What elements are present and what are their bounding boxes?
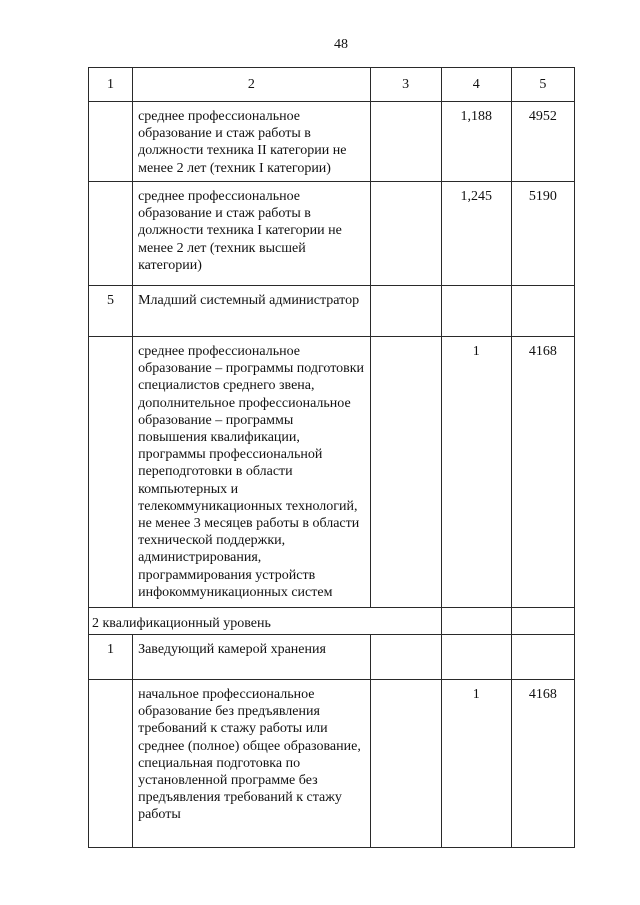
table-row bbox=[89, 635, 575, 680]
coefficient-cell bbox=[441, 608, 511, 635]
position-title-cell: Младший системный администратор bbox=[133, 286, 370, 337]
section-heading-row bbox=[89, 608, 575, 635]
column-header-4: 4 bbox=[441, 68, 511, 102]
row-number-cell: 5 bbox=[89, 286, 133, 337]
salary-cell bbox=[511, 608, 574, 635]
coefficient-cell bbox=[441, 635, 511, 680]
column-header-5: 5 bbox=[511, 68, 574, 102]
coefficient-cell bbox=[441, 286, 511, 337]
requirements-cell: среднее профессиональное образование и стаж работы в должности техника I категории не менее 2 лет (техник высшей категории) bbox=[133, 182, 370, 286]
requirements-cell: начальное профессиональное образование без предъявления требований к стажу работы или среднее (полное) общее образование, специальная подготовка по установленной программе без предъявления требований к стажу работы bbox=[133, 680, 370, 848]
row-number-cell bbox=[89, 102, 133, 182]
empty-cell bbox=[370, 182, 441, 286]
page-number: 48 bbox=[334, 37, 348, 52]
table-row bbox=[89, 286, 575, 337]
coefficient-cell: 1,245 bbox=[441, 182, 511, 286]
coefficient-cell: 1,188 bbox=[441, 102, 511, 182]
requirements-cell: среднее профессиональное образование и стаж работы в должности техника II категории не менее 2 лет (техник I категории) bbox=[133, 102, 370, 182]
empty-cell bbox=[370, 102, 441, 182]
table-header-row bbox=[89, 68, 575, 102]
table-row bbox=[89, 337, 575, 608]
column-header-3: 3 bbox=[370, 68, 441, 102]
row-number-cell bbox=[89, 182, 133, 286]
salary-cell: 5190 bbox=[511, 182, 574, 286]
coefficient-cell: 1 bbox=[441, 680, 511, 848]
table-row bbox=[89, 102, 575, 182]
empty-cell bbox=[370, 286, 441, 337]
qualification-table bbox=[88, 67, 575, 848]
salary-cell: 4168 bbox=[511, 680, 574, 848]
table-row bbox=[89, 182, 575, 286]
empty-cell bbox=[370, 635, 441, 680]
salary-cell: 4168 bbox=[511, 337, 574, 608]
table-row bbox=[89, 680, 575, 848]
empty-cell bbox=[370, 337, 441, 608]
empty-cell bbox=[370, 680, 441, 848]
position-title-cell: Заведующий камерой хранения bbox=[133, 635, 370, 680]
salary-cell bbox=[511, 635, 574, 680]
row-number-cell bbox=[89, 337, 133, 608]
column-header-1: 1 bbox=[89, 68, 133, 102]
salary-cell: 4952 bbox=[511, 102, 574, 182]
row-number-cell bbox=[89, 680, 133, 848]
column-header-2: 2 bbox=[133, 68, 370, 102]
row-number-cell: 1 bbox=[89, 635, 133, 680]
requirements-cell: среднее профессиональное образование – программы подготовки специалистов среднего звена, дополнительное профессиональное образование – программы повышения квалификации, программы профессиональной переподготовки в области компьютерных и телекоммуникационных технологий, не менее 3 месяцев работы в области технической поддержки, администрирования, программирования устройств инфокоммуникационных систем bbox=[133, 337, 370, 608]
salary-cell bbox=[511, 286, 574, 337]
coefficient-cell: 1 bbox=[441, 337, 511, 608]
qualification-level-heading: 2 квалификационный уровень bbox=[89, 608, 442, 635]
